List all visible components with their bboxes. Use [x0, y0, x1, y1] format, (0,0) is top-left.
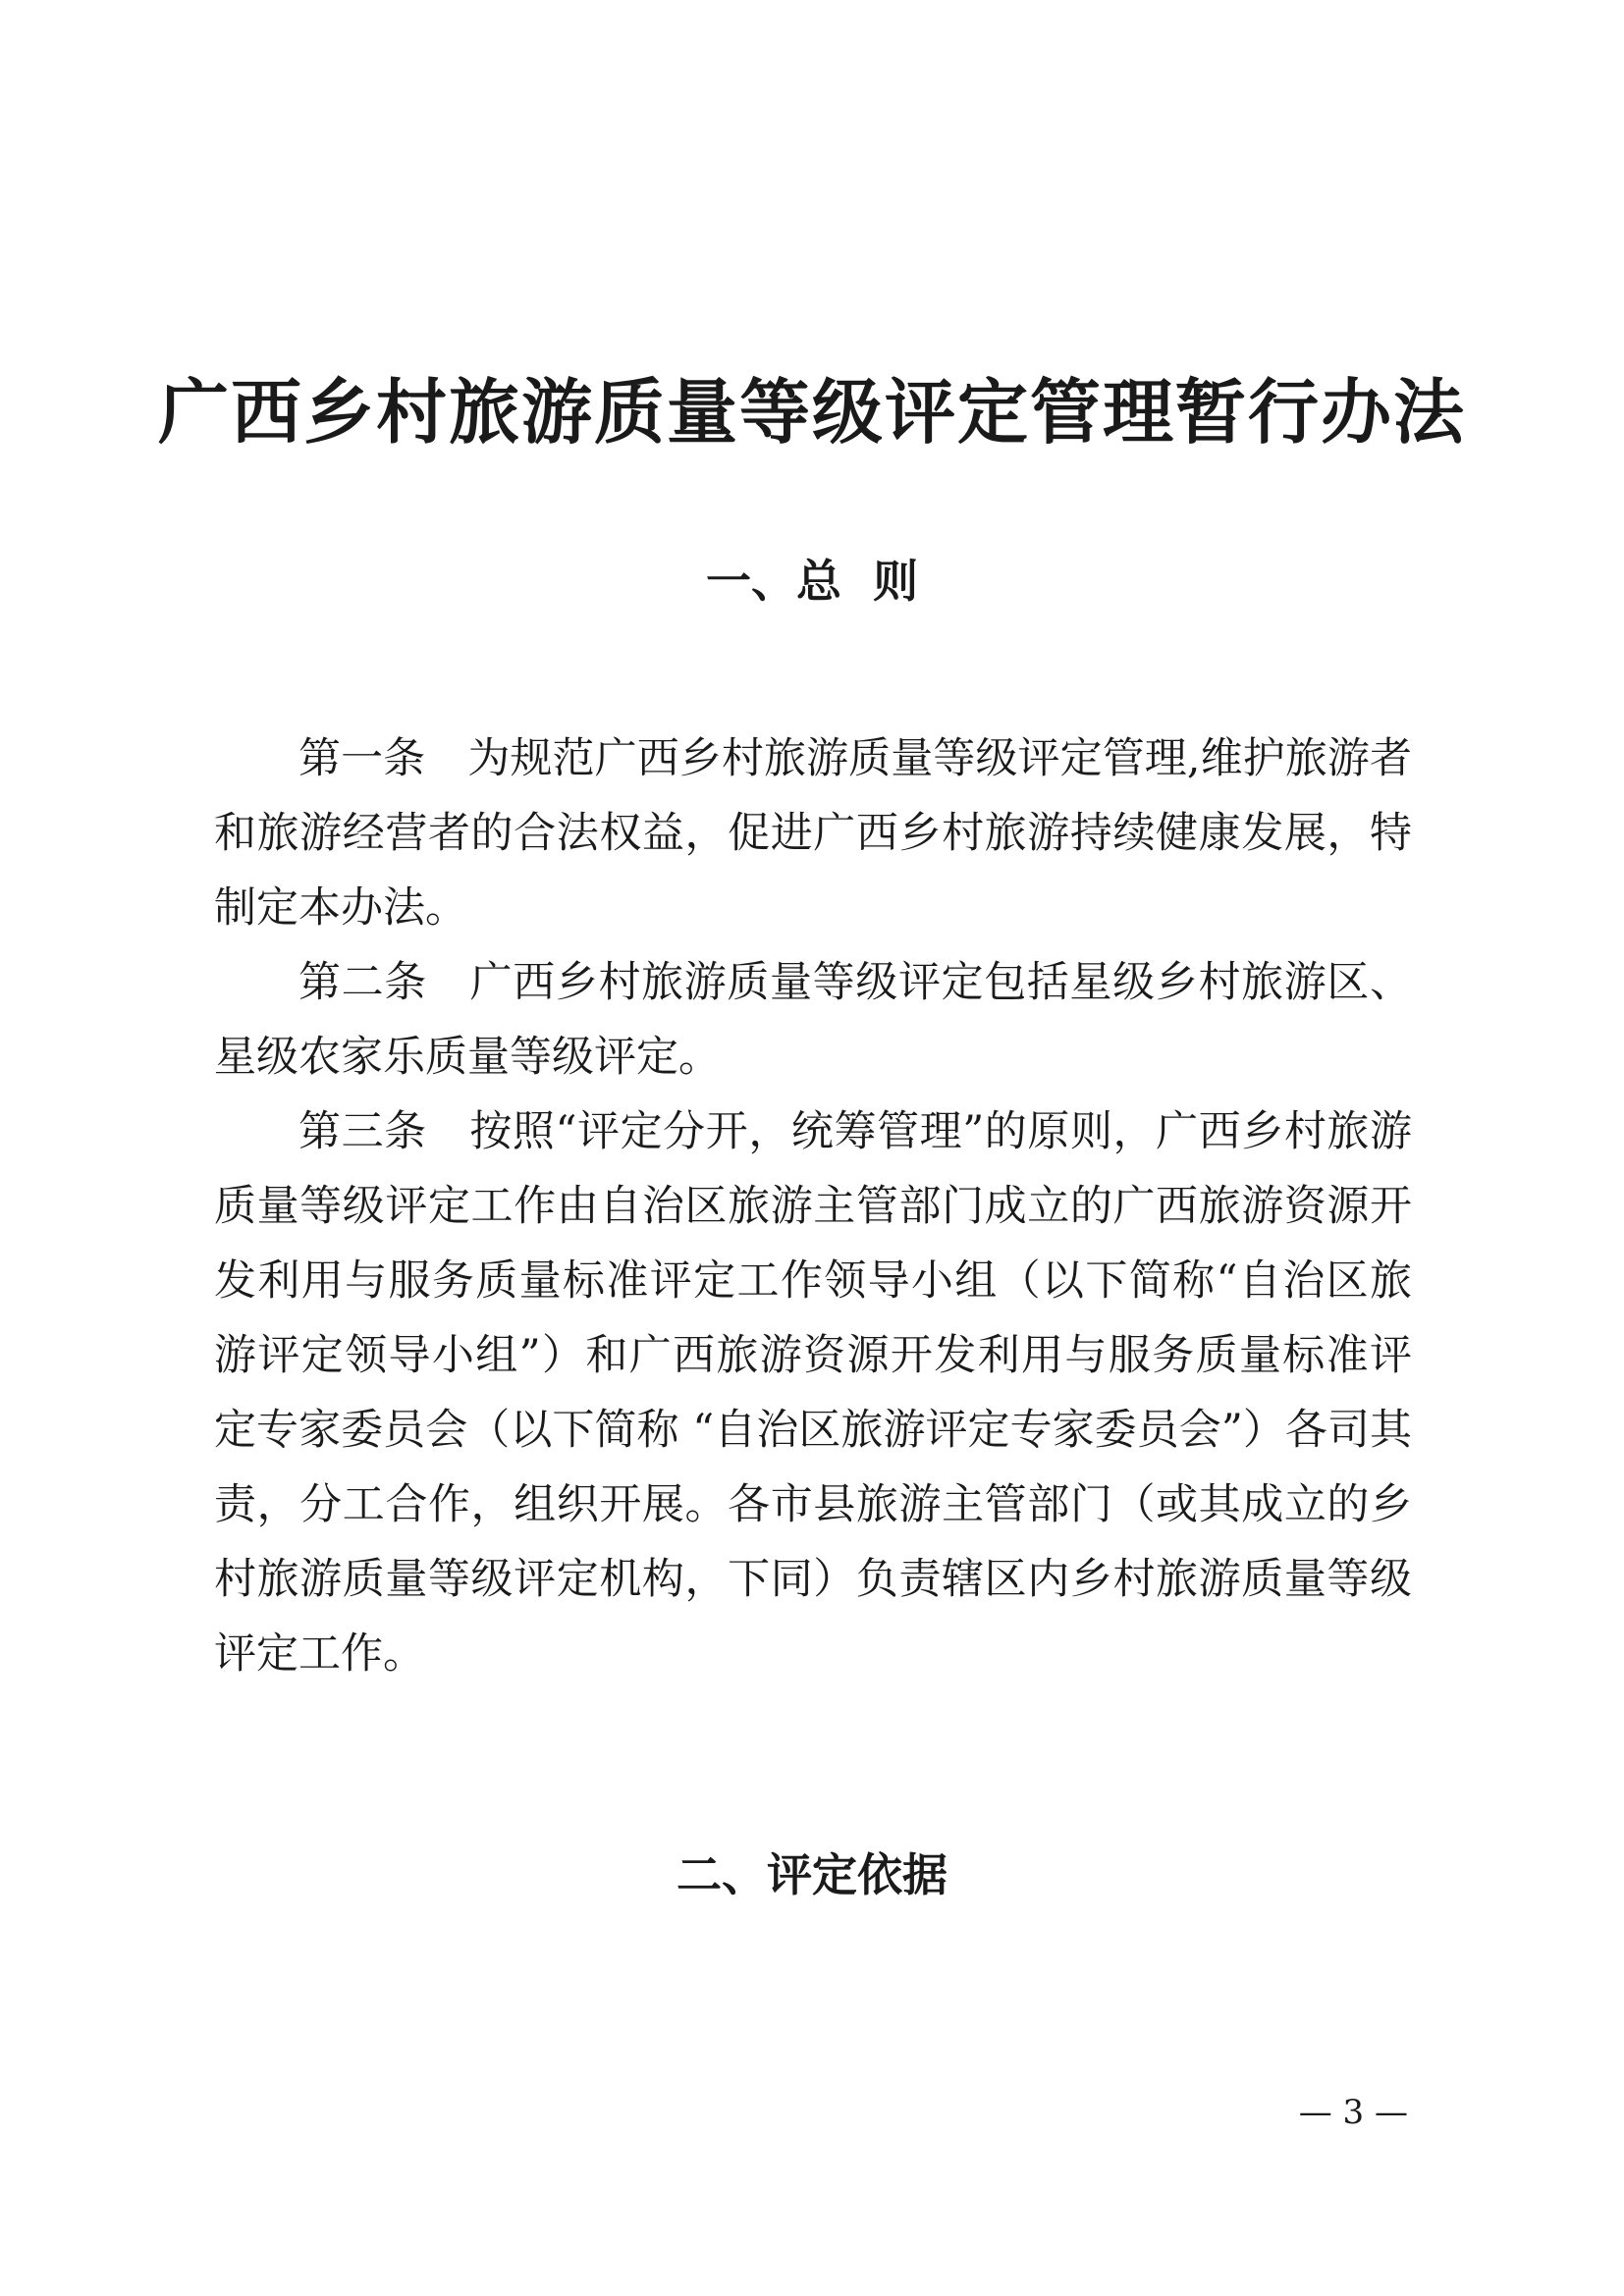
article-text: 为规范广西乡村旅游质量等级评定管理,维护旅游者和旅游经营者的合法权益，促进广西乡村旅游持续健康发展，特制定本办法。 — [214, 734, 1413, 933]
article-1 — [214, 721, 1412, 945]
article-text: 广西乡村旅游质量等级评定包括星级乡村旅游区、星级农家乐质量等级评定。 — [214, 958, 1413, 1082]
section-heading-basis: 二、评定依据 — [677, 1848, 947, 1901]
page-number: — 3 — — [1298, 2093, 1408, 2132]
article-2 — [214, 945, 1412, 1095]
section-body-general — [214, 721, 1412, 1691]
section-heading-general: 一、总 则 — [705, 555, 919, 608]
document-title: 广西乡村旅游质量等级评定管理暂行办法 — [157, 370, 1466, 454]
article-label: 第一条 — [298, 734, 426, 783]
article-label: 第二条 — [298, 958, 427, 1007]
article-3 — [214, 1095, 1412, 1691]
article-label: 第三条 — [298, 1107, 427, 1156]
article-text: 按照“评定分开，统筹管理”的原则，广西乡村旅游质量等级评定工作由自治区旅游主管部门成立的广西旅游资源开发利用与服务质量标准评定工作领导小组（以下简称“自治区旅游评定领导小组”）和广西旅游资源开发利用与服务质量标准评定专家委员会（以下简称 “自治区旅游评定专家委员会”）各司其责，分工合作，组织开展。各市县旅游主管部门（或其成立的乡村旅游质量等级评定机构，下同）负责辖区内乡村旅游质量等级评定工作。 — [214, 1107, 1412, 1679]
